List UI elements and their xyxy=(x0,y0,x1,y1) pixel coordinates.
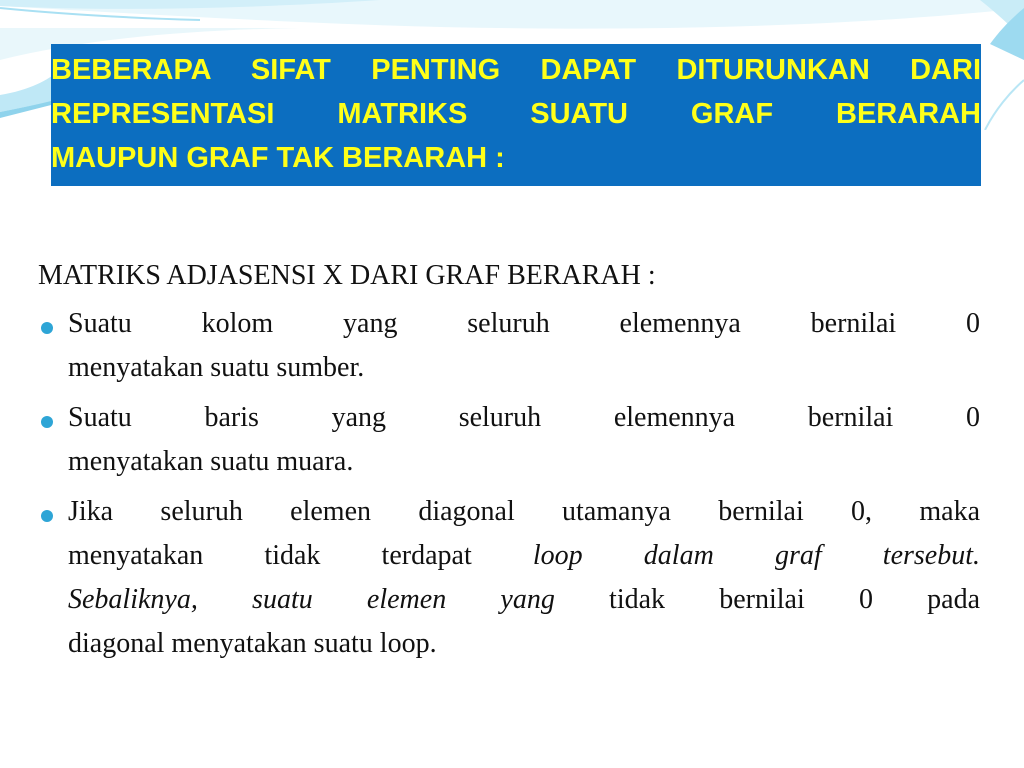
bullet-text-line: menyatakan suatu muara. xyxy=(68,446,354,477)
bullet-text-line: Suatu kolom yang seluruh elemennya bernilai 0 xyxy=(68,308,980,339)
title-line: REPRESENTASI MATRIKS SUATU GRAF BERARAH xyxy=(51,98,981,130)
bullet-text-italic: Sebaliknya, suatu elemen yang xyxy=(68,584,555,615)
bullet-text-line xyxy=(68,578,980,622)
bullet-text-line: Jika seluruh elemen diagonal utamanya bernilai 0, maka xyxy=(68,496,980,527)
bullet-text-plain: tidak bernilai 0 pada xyxy=(554,584,981,615)
bullet-dot-icon xyxy=(41,322,53,334)
slide-content xyxy=(38,250,980,672)
bullet-text-line: diagonal menyatakan suatu loop. xyxy=(68,628,437,659)
bullet-item xyxy=(38,396,980,484)
bullet-text-line xyxy=(68,534,980,578)
bullet-text-italic: loop dalam graf tersebut. xyxy=(532,540,980,571)
bullet-item xyxy=(38,302,980,390)
title-box xyxy=(51,44,981,186)
bullet-text-plain: menyatakan tidak terdapat xyxy=(68,540,533,571)
title-line: BEBERAPA SIFAT PENTING DAPAT DITURUNKAN DARI xyxy=(51,54,981,86)
bullet-text-line: Suatu baris yang seluruh elemennya bernilai 0 xyxy=(68,402,980,433)
bullet-item xyxy=(38,490,980,666)
title-line: MAUPUN GRAF TAK BERARAH : xyxy=(51,142,505,174)
bullet-dot-icon xyxy=(41,510,53,522)
bullet-text-line: menyatakan suatu sumber. xyxy=(68,352,365,383)
section-subtitle: MATRIKS ADJASENSI X DARI GRAF BERARAH : xyxy=(38,260,656,291)
bullet-list xyxy=(38,302,980,666)
bullet-dot-icon xyxy=(41,416,53,428)
